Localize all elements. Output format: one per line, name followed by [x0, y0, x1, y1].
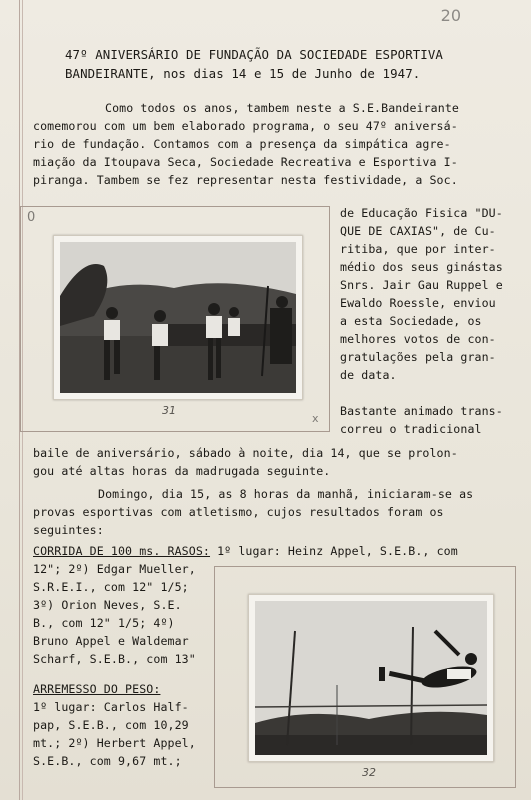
- photo-high-jump: [248, 594, 494, 762]
- text-line: 12"; 2º) Edgar Mueller,: [33, 562, 196, 576]
- text-line: rio de fundação. Contamos com a presença da simpática agre-: [33, 137, 451, 151]
- text-line: gou até altas horas da madrugada seguinte.: [33, 464, 331, 478]
- text-line: gratulações pela gran-: [340, 350, 496, 364]
- race-results-line: [33, 544, 458, 559]
- text-line: Domingo, dia 15, as 8 horas da manhã, iniciaram-se as: [98, 487, 474, 501]
- text-line: seguintes:: [33, 523, 104, 537]
- race-first-place: 1º lugar: Heinz Appel, S.E.B., com: [210, 544, 458, 558]
- photo-athletes-running: [53, 235, 303, 400]
- text-line: provas esportivas com atletismo, cujos resultados foram os: [33, 505, 444, 519]
- text-line: de data.: [340, 368, 397, 382]
- page-number: 20: [440, 6, 461, 25]
- text-line: 3º) Orion Neves, S.E.: [33, 598, 182, 612]
- pencil-cross-mark: x: [312, 412, 319, 425]
- text-line: Scharf, S.E.B., com 13": [33, 652, 196, 666]
- text-line: piranga. Tambem se fez representar nesta festividade, a Soc.: [33, 173, 458, 187]
- text-line: S.E.B., com 9,67 mt.;: [33, 754, 182, 768]
- text-line: Snrs. Jair Gau Ruppel e: [340, 278, 503, 292]
- text-line: correu o tradicional: [340, 422, 482, 436]
- text-line: miação da Itoupava Seca, Sociedade Recreativa e Esportiva I-: [33, 155, 458, 169]
- text-line: Como todos os anos, tambem neste a S.E.Bandeirante: [105, 101, 460, 115]
- text-line: pap, S.E.B., com 10,29: [33, 718, 189, 732]
- text-line: Bruno Appel e Waldemar: [33, 634, 189, 648]
- title-line-1: 47º ANIVERSÁRIO DE FUNDAÇÃO DA SOCIEDADE ESPORTIVA: [65, 47, 443, 62]
- race-heading: CORRIDA DE 100 ms. RASOS:: [33, 544, 211, 558]
- text-line: mt.; 2º) Herbert Appel,: [33, 736, 196, 750]
- text-line: 1º lugar: Carlos Half-: [33, 700, 189, 714]
- text-line: Bastante animado trans-: [340, 404, 503, 418]
- title-line-2: BANDEIRANTE, nos dias 14 e 15 de Junho de 1947.: [65, 66, 421, 81]
- text-line: QUE DE CAXIAS", de Cu-: [340, 224, 496, 238]
- text-line: médio dos seus ginástas: [340, 260, 503, 274]
- text-line: comemorou com um bem elaborado programa, o seu 47º aniversá-: [33, 119, 458, 133]
- text-line: Ewaldo Roessle, enviou: [340, 296, 496, 310]
- text-line: ritiba, que por inter-: [340, 242, 496, 256]
- text-line: baile de aniversário, sábado à noite, dia 14, que se prolon-: [33, 446, 458, 460]
- text-line: de Educação Fisica "DU-: [340, 206, 503, 220]
- shot-put-heading: ARREMESSO DO PESO:: [33, 682, 161, 696]
- photo-1-label: 31: [162, 404, 176, 417]
- photo-2-label: 32: [362, 766, 376, 779]
- text-line: S.R.E.I., com 12" 1/5;: [33, 580, 189, 594]
- text-line: a esta Sociedade, os: [340, 314, 482, 328]
- text-line: B., com 12" 1/5; 4º): [33, 616, 175, 630]
- text-line: melhores votos de con-: [340, 332, 496, 346]
- pencil-zero-mark: 0: [27, 210, 36, 225]
